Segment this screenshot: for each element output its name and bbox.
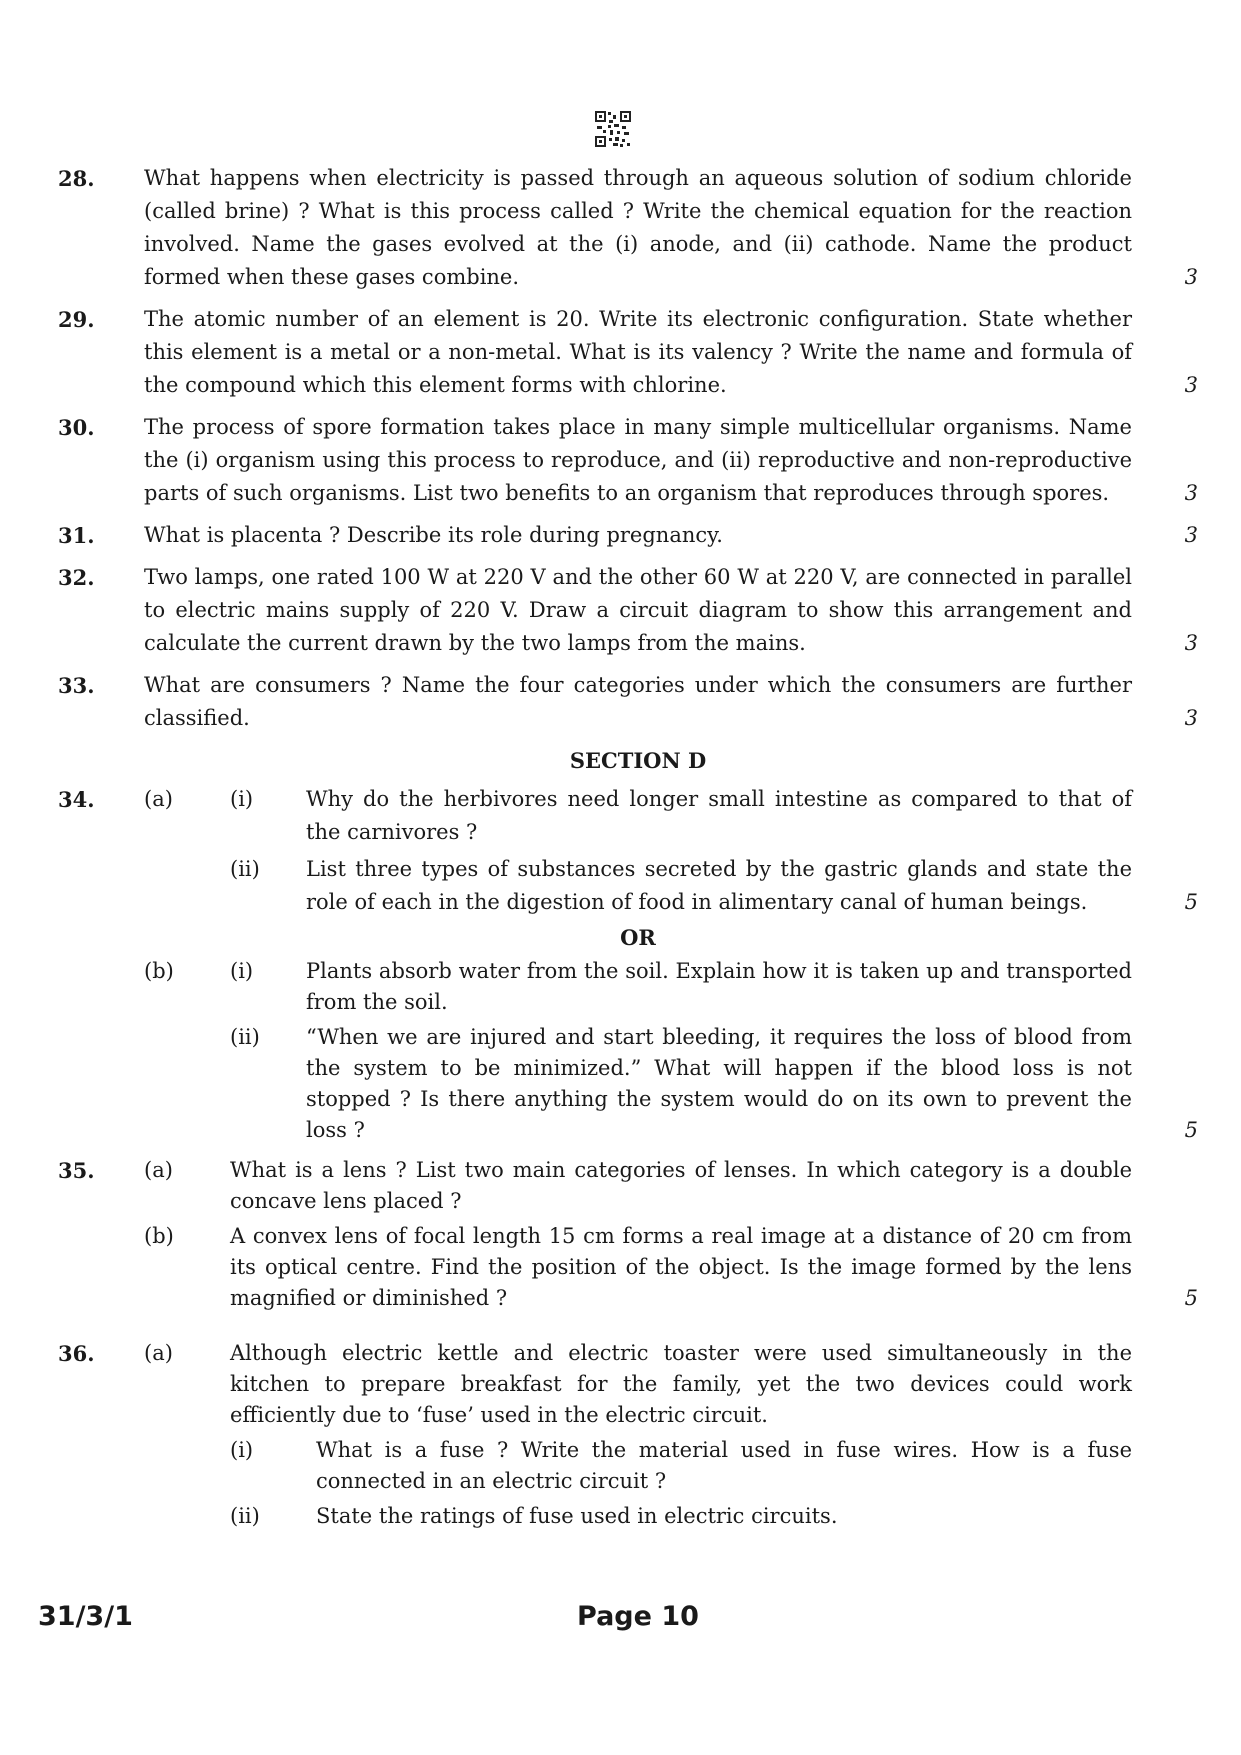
question-number: 30. <box>58 415 95 440</box>
part-label: (b) <box>144 1224 174 1248</box>
paper-code: 31/3/1 <box>38 1601 133 1632</box>
part-text: What is a lens ? List two main categories of lenses. In which category is a double concave lens placed ? <box>230 1158 1132 1213</box>
question-34-b-i <box>58 956 1198 1018</box>
question-34-b-ii <box>58 1022 1198 1146</box>
subpart-text: “When we are injured and start bleeding, it requires the loss of blood from the system to be minimized.” What will happen if the blood loss is not stopped ? Is there anything the system would do on its own to prevent the loss ? <box>306 1025 1132 1142</box>
subpart-label: (ii) <box>230 1504 260 1528</box>
part-label: (a) <box>144 1341 173 1365</box>
part-text: Although electric kettle and electric toaster were used simultaneously in the kitchen to prepare breakfast for the family, yet the two devices could work efficiently due to ‘fuse’ used in the electric circuit. <box>230 1341 1132 1427</box>
question-34-a-i <box>58 783 1198 849</box>
marks: 3 <box>1184 706 1198 730</box>
question-number: 31. <box>58 523 95 548</box>
question-36-a-ii <box>58 1501 1198 1532</box>
subpart-label: (ii) <box>230 857 260 881</box>
question-text: The atomic number of an element is 20. Write its electronic configuration. State whether this element is a metal or a non-metal. What is its valency ? Write the name and formula of the compound which this element forms with chlorine. <box>144 307 1132 397</box>
question-number: 28. <box>58 166 95 191</box>
question-34 <box>58 783 1198 1146</box>
subpart-text: Plants absorb water from the soil. Explain how it is taken up and transported from the soil. <box>306 959 1132 1014</box>
part-label: (b) <box>144 959 174 983</box>
section-heading: SECTION D <box>569 748 707 773</box>
subpart-label: (i) <box>230 787 254 811</box>
question-number: 35. <box>58 1158 95 1183</box>
question-number: 33. <box>58 673 95 698</box>
marks: 5 <box>1184 890 1198 914</box>
question-text: The process of spore formation takes place in many simple multicellular organisms. Name the (i) organism using this process to reproduce, and (ii) reproductive and non-reproductive parts of such organisms. List two benefits to an organism that reproduces through spores. <box>144 415 1132 505</box>
subpart-text: State the ratings of fuse used in electric circuits. <box>316 1504 838 1528</box>
question-36-a <box>58 1338 1198 1431</box>
subpart-text: Why do the herbivores need longer small intestine as compared to that of the carnivores ? <box>306 787 1132 844</box>
question-28 <box>58 162 1198 294</box>
part-label: (a) <box>144 1158 173 1182</box>
subpart-text: What is a fuse ? Write the material used in fuse wires. How is a fuse connected in an electric circuit ? <box>316 1438 1132 1493</box>
question-text: What is placenta ? Describe its role during pregnancy. <box>144 523 723 547</box>
part-text: A convex lens of focal length 15 cm forms a real image at a distance of 20 cm from its optical centre. Find the position of the object. Is the image formed by the lens magnified or diminished ? <box>230 1224 1132 1310</box>
marks: 3 <box>1184 481 1198 505</box>
question-35-b <box>58 1221 1198 1314</box>
question-33 <box>58 669 1198 735</box>
question-34-a-ii <box>58 853 1198 919</box>
or-divider: OR <box>620 925 656 950</box>
question-number: 34. <box>58 787 95 812</box>
question-list <box>58 162 1198 1541</box>
marks: 5 <box>1184 1286 1198 1310</box>
page-number: Page 10 <box>577 1601 699 1632</box>
marks: 3 <box>1184 523 1198 547</box>
marks: 3 <box>1184 265 1198 289</box>
question-29 <box>58 303 1198 402</box>
question-number: 36. <box>58 1341 95 1366</box>
subpart-text: List three types of substances secreted by the gastric glands and state the role of each in the digestion of food in alimentary canal of human beings. <box>306 857 1132 914</box>
question-text: What happens when electricity is passed through an aqueous solution of sodium chloride (called brine) ? What is this process called ? Write the chemical equation for the reaction involved. Name the gases evolved at the (i) anode, and (ii) cathode. Name the product formed when these gases combine. <box>144 166 1132 289</box>
question-text: What are consumers ? Name the four categories under which the consumers are further classified. <box>144 673 1132 730</box>
subpart-label: (i) <box>230 959 254 983</box>
question-36-a-i <box>58 1435 1198 1497</box>
question-31 <box>58 519 1198 552</box>
question-32 <box>58 561 1198 660</box>
marks: 3 <box>1184 631 1198 655</box>
question-number: 32. <box>58 565 95 590</box>
question-35-a <box>58 1155 1198 1217</box>
question-36 <box>58 1338 1198 1532</box>
question-number: 29. <box>58 307 95 332</box>
subpart-label: (ii) <box>230 1025 260 1049</box>
subpart-label: (i) <box>230 1438 254 1462</box>
question-35 <box>58 1155 1198 1314</box>
qr-code-icon <box>594 110 632 148</box>
marks: 3 <box>1184 373 1198 397</box>
part-label: (a) <box>144 787 173 811</box>
question-text: Two lamps, one rated 100 W at 220 V and the other 60 W at 220 V, are connected in parallel to electric mains supply of 220 V. Draw a circuit diagram to show this arrangement and calculate the current drawn by the two lamps from the mains. <box>144 565 1132 655</box>
question-30 <box>58 411 1198 510</box>
marks: 5 <box>1184 1118 1198 1142</box>
